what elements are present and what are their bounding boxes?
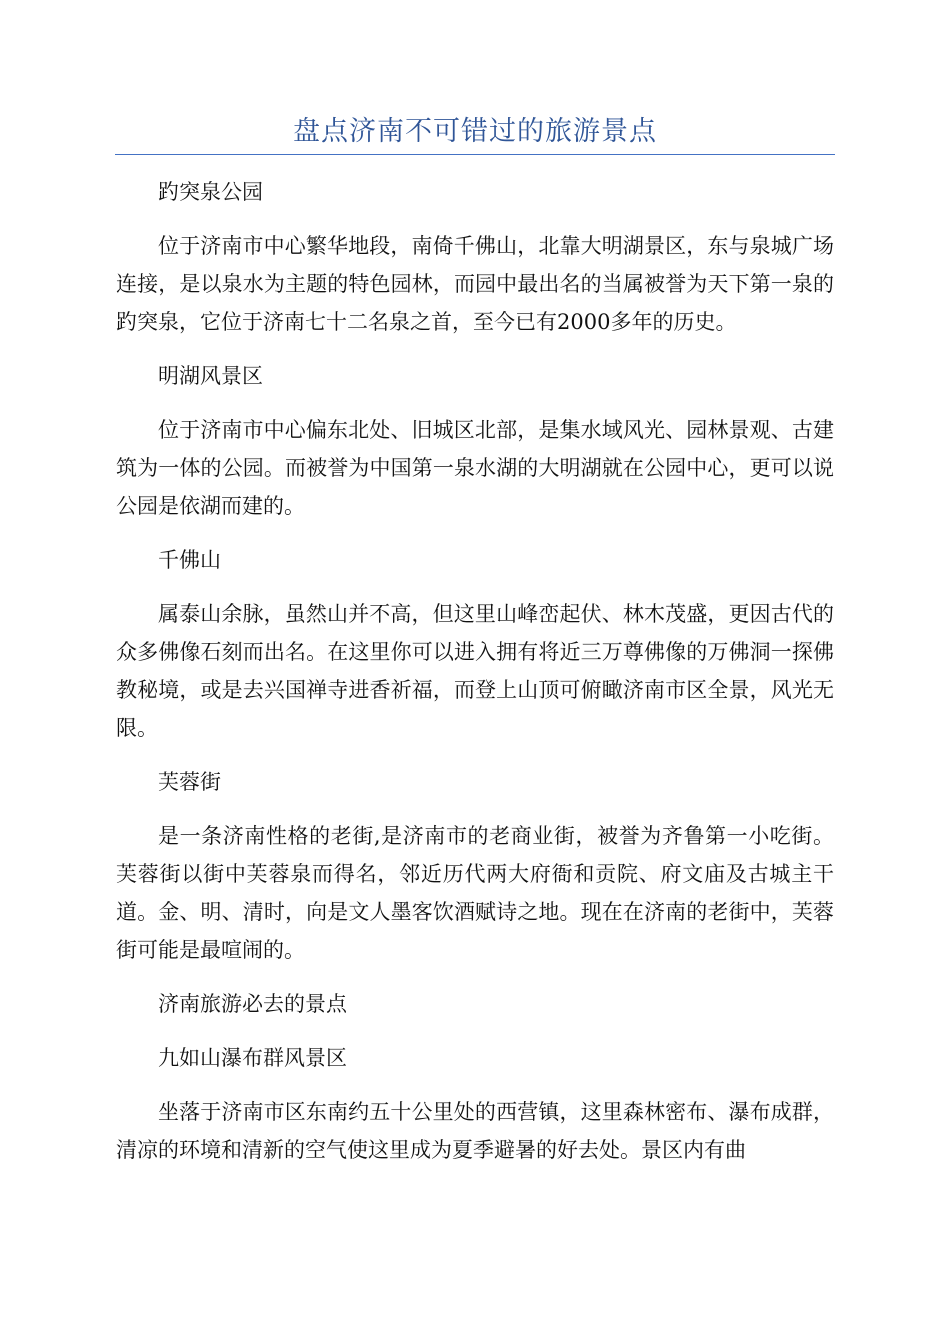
title-underline [115, 154, 835, 155]
section-heading: 芙蓉街 [158, 770, 221, 794]
paragraph: 是一条济南性格的老街,是济南市的老商业街，被誉为齐鲁第一小吃街。芙蓉街以街中芙蓉泉而得名，邻近历代两大府衙和贡院、府文庙及古城主干道。金、明、清时，向是文人墨客饮酒赋诗之地。现在在济南的老街中，芙蓉街可能是最喧闹的。 [116, 824, 834, 962]
section-heading: 九如山瀑布群风景区 [158, 1046, 347, 1070]
paragraph: 坐落于济南市区东南约五十公里处的西营镇，这里森林密布、瀑布成群，清凉的环境和清新的空气使这里成为夏季避暑的好去处。景区内有曲 [116, 1100, 834, 1162]
document-body [116, 173, 834, 1185]
section-heading: 趵突泉公园 [158, 180, 263, 204]
document-title: 盘点济南不可错过的旅游景点 [293, 116, 657, 147]
paragraph: 位于济南市中心繁华地段，南倚千佛山，北靠大明湖景区，东与泉城广场连接，是以泉水为主题的特色园林，而园中最出名的当属被誉为天下第一泉的趵突泉，它位于济南七十二名泉之首，至今已有2000多年的历史。 [116, 234, 834, 334]
paragraph: 位于济南市中心偏东北处、旧城区北部，是集水域风光、园林景观、古建筑为一体的公园。而被誉为中国第一泉水湖的大明湖就在公园中心，更可以说公园是依湖而建的。 [116, 418, 834, 518]
section-heading: 千佛山 [158, 548, 221, 572]
paragraph: 属泰山余脉，虽然山并不高，但这里山峰峦起伏、林木茂盛，更因古代的众多佛像石刻而出名。在这里你可以进入拥有将近三万尊佛像的万佛洞一探佛教秘境，或是去兴国禅寺进香祈福，而登上山顶可俯瞰济南市区全景，风光无限。 [116, 602, 834, 740]
section-heading: 明湖风景区 [158, 364, 263, 388]
section-heading: 济南旅游必去的景点 [158, 992, 347, 1016]
